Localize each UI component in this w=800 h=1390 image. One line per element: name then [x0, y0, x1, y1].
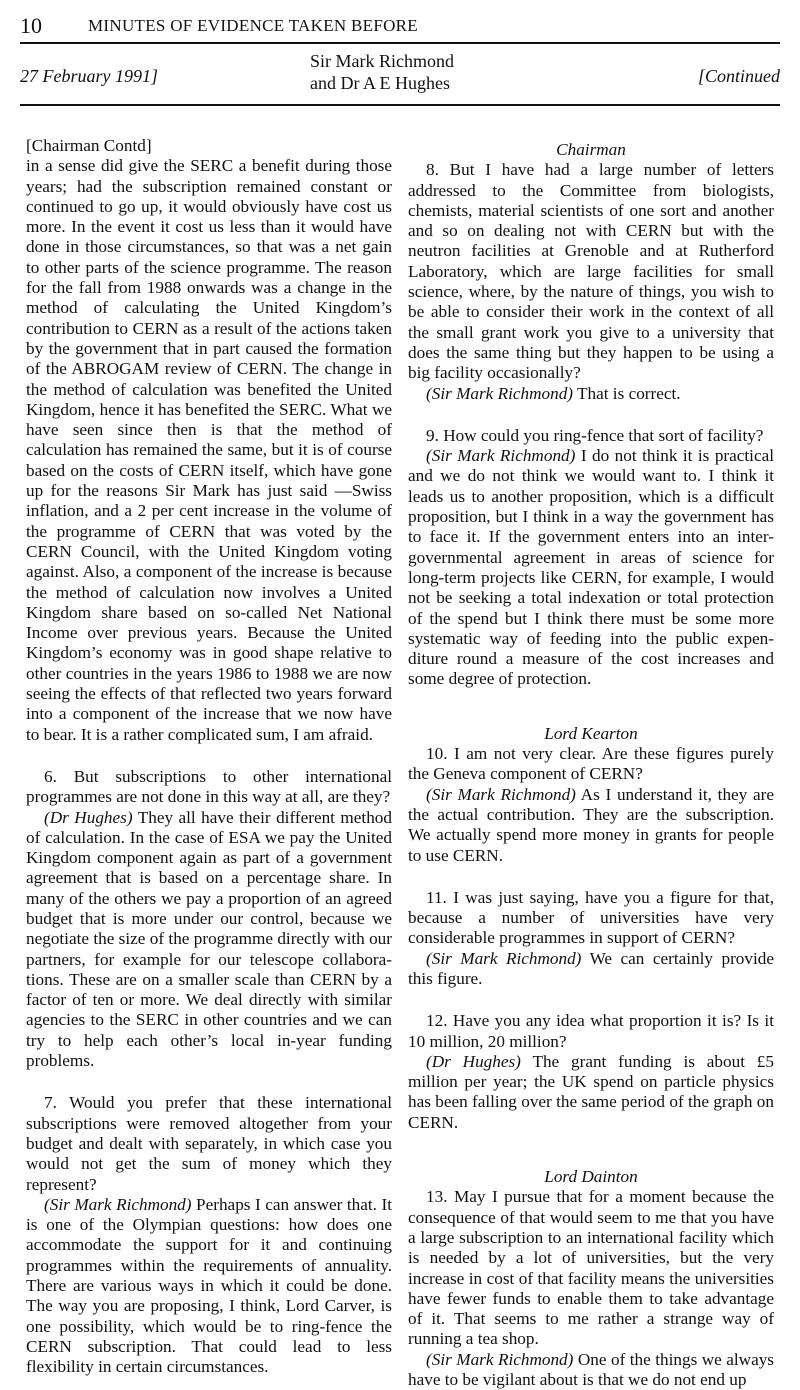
speaker-name: (Sir Mark Richmond) [44, 1194, 192, 1214]
answer-12 [408, 1052, 774, 1133]
question-12: 12. Have you any idea what proportion it is? Is it 10 million, 20 million? [408, 1011, 774, 1051]
question-11: 11. I was just saying, have you a figure for that, because a number of universities have very considerable programmes in support of CERN? [408, 887, 774, 948]
speaker-name: (Sir Mark Richmond) [426, 446, 576, 466]
question-9: 9. How could you ring-fence that sort of facility? [426, 425, 764, 445]
answer-text: The grant funding is about £5 million per year; the UK spend on particle physics has been falling over the same period of the graph on CERN. [408, 1051, 774, 1132]
top-rule [20, 42, 780, 44]
page-number: 10 [20, 13, 42, 38]
answer-text: They all have their different method of calculation. In the case of ESA we pay the United Kingdom component again as part of a government agreement that is based on a percentage share. In many of the others we pay a proportion of an agreed budget that is more under our control, because we negotiate the size of the programme directly with our partners, for example for our telescope collaborations. These are on a smaller scale than CERN by a factor of ten or more. We deal directly with similar agencies to the SERC in other countries and we can try to help each other’s local in-year funding problems. [26, 807, 392, 1071]
speaker-name: (Dr Hughes) [44, 807, 133, 827]
speaker-name: (Dr Hughes) [426, 1051, 521, 1071]
answer-continued: in a sense did give the SERC a benefit during those years; had the subscription remained constant or continued to go up, it would obviously have cost us more. In the event it cost us less than it would have done in those circumstances, so that was a net gain to other parts of the science programme. The reason for the fall from 1988 onwards was a change in the method of calculating the United Kingdom’s contribution to CERN as a result of the actions taken by the government that in part caused the formation of the ABROGAM review of CERN. The change in the method of calculation was benefited the United Kingdom, hence it has benefited the SERC. What we have seen since then is that the method of calculation has remained the same, but it is of course based on the costs of CERN itself, which have gone up for the reasons Sir Mark has just said —Swiss inflation, and a 2 per cent increase in the volume of the programme of CERN that was voted by the CERN Council, with the United Kingdom voting against. Also, a component of the increase is because the method of calculation now involves a United Kingdom share based on so-called Net National Income over previous years. Because the United Kingdom’s economy was in good shape relative to other countries in the years 1986 to 1988 we are now seeing the effects of that reflected two years forward into a component of the increase that we now have to bear. It is a rather complicated sum, I am afraid. [26, 156, 392, 744]
speaker-heading-kearton: Lord Kearton [544, 723, 638, 743]
running-title: MINUTES OF EVIDENCE TAKEN BEFORE [88, 16, 418, 35]
session-header [20, 48, 780, 102]
right-column [408, 140, 774, 1390]
answer-11 [408, 949, 774, 990]
session-date: 27 February 1991] [20, 66, 158, 86]
answer-text: We can certainly provide this figure. [408, 948, 774, 988]
witness-line-2: and Dr A E Hughes [310, 73, 450, 93]
continued-label: [Continued [697, 66, 780, 86]
answer-9 [408, 446, 774, 690]
answer-text: That is correct. [573, 383, 681, 403]
question-6: 6. But subscriptions to other international programmes are not done in this way at all, are they? [26, 766, 392, 807]
speaker-name: (Sir Mark Richmond) [426, 383, 574, 403]
witness-line-1: Sir Mark Richmond [310, 51, 454, 71]
speaker-name: (Sir Mark Richmond) [426, 784, 576, 804]
question-7: 7. Would you prefer that these international subscriptions were removed altogether from your budget and dealt with separately, in which case you would not get the sum of money which they represent? [26, 1093, 392, 1194]
answer-7 [26, 1195, 392, 1378]
speaker-heading-dainton: Lord Dainton [544, 1167, 638, 1187]
answer-13 [408, 1350, 774, 1390]
speaker-name: (Sir Mark Richmond) [426, 948, 582, 968]
question-10: 10. I am not very clear. Are these figures purely the Geneva component of CERN? [408, 744, 774, 784]
answer-text: I do not think it is practical and we do not think we would want to. I think it leads us to another proposition, which is a difficult proposition, but I think in a way the government has to face it. If the government enters into an inter-governmental agreement in areas of science for long-term projects like CERN, for example, I would not be seeking a total indexation or total protection of the spend but I think there must be some more systematic way of feeding into the public expenditure round a measure of the cost increases and some degree of protection. [408, 446, 774, 689]
answer-8 [408, 384, 774, 404]
answer-10 [408, 785, 774, 866]
header-rule [20, 104, 780, 106]
chairman-contd-label: [Chairman Contd] [26, 136, 152, 155]
speaker-heading-chairman: Chairman [556, 140, 626, 159]
question-13: 13. May I pursue that for a moment because the consequence of that would seem to me that you have a large subscription to an international facility which is needed by a lot of universities, but the very increase in cost of that facility means the universities have fewer funds to enable them to take advantage of it. That seems to me rather a strange way of running a tea shop. [408, 1187, 774, 1349]
answer-text: As I understand it, they are the actual contribution. They are the subscription. We actually spend more money in grants for people to use CERN. [408, 784, 774, 865]
answer-6 [26, 808, 392, 1072]
answer-text: One of the things we always have to be vigilant about is that we do not end up [408, 1349, 774, 1390]
question-8: 8. But I have had a large number of letters addressed to the Committee from biologists, chemists, material scientists of one sort and another and so on dealing not with CERN but with the neutron facilities at Grenoble and at Rutherford Laboratory, which are large facilities for small science, where, by the nature of things, you wish to be able to consider their work in the context of all the small grant work you give to a university that does the same thing but they happen to be using a big facility occasionally? [408, 160, 774, 383]
answer-text: Perhaps I can answer that. It is one of the Olympian questions: how does one accommodate the support for it and continuing programmes within the requirements of annuality. There are various ways in which it could be done. The way you are proposing, I think, Lord Carver, is one possibility, which would be to ring-fence the CERN subscription. That could lead to less flexibility in certain circumstances. [26, 1194, 392, 1377]
left-column [26, 136, 392, 1378]
running-head [20, 12, 780, 40]
speaker-name: (Sir Mark Richmond) [426, 1349, 574, 1369]
witnesses [310, 50, 454, 94]
